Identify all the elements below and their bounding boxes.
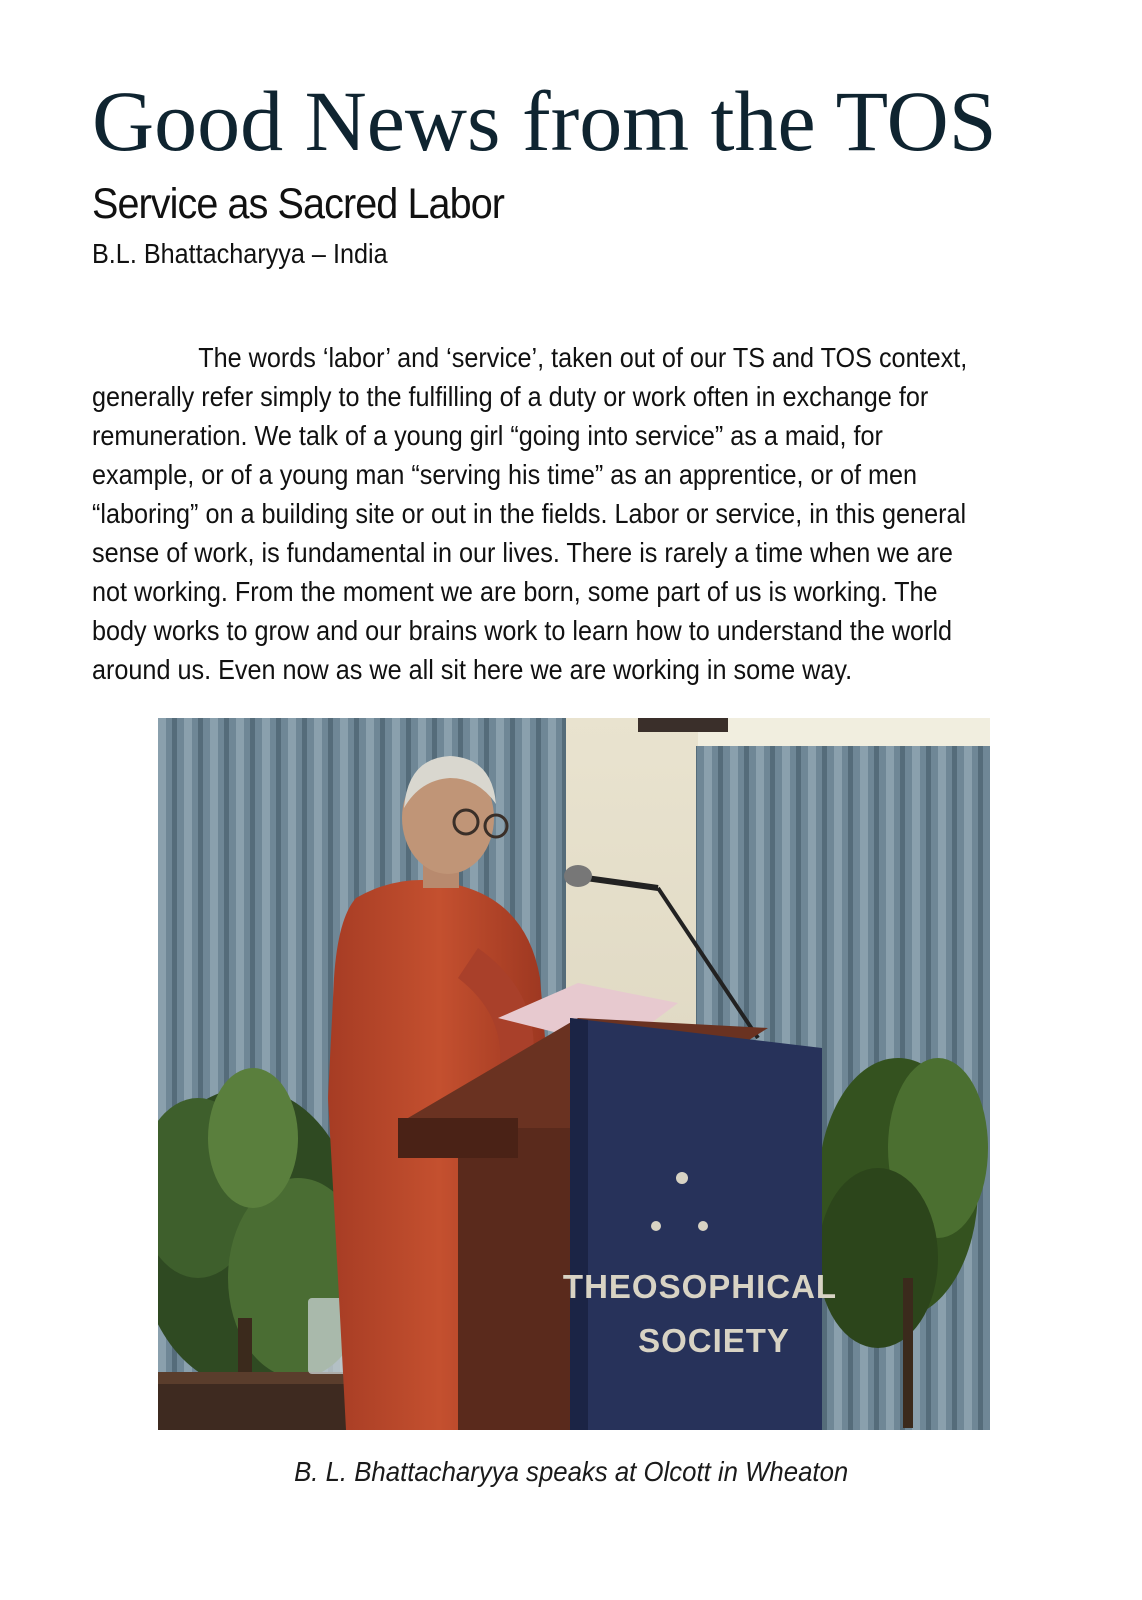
page-title: Good News from the TOS (92, 73, 997, 169)
article-byline: B.L. Bhattacharyya – India (92, 238, 388, 269)
body-line: generally refer simply to the fulfilling of a duty or work often in exchange for (92, 381, 929, 412)
body-line: example, or of a young man “serving his time” as an apprentice, or of men (92, 459, 918, 490)
podium-text-line: THEOSOPHICAL (562, 1268, 838, 1305)
body-line: remuneration. We talk of a young girl “going into service” as a maid, for (92, 420, 883, 451)
body-line: not working. From the moment we are born, some part of us is working. The (92, 576, 938, 607)
podium-text-line: SOCIETY (638, 1322, 790, 1359)
photo-caption-text: B. L. Bhattacharyya speaks at Olcott in Wheaton (293, 1456, 849, 1487)
photo-caption (0, 1458, 1142, 1486)
emblem-dot (698, 1221, 708, 1231)
body-line: “laboring” on a building site or out in the fields. Labor or service, in this general (92, 498, 967, 529)
emblem-dot (676, 1172, 688, 1184)
article-body (92, 338, 1028, 689)
emblem-dot (651, 1221, 661, 1231)
body-line: around us. Even now as we all sit here we are working in some way. (92, 654, 853, 685)
article-title: Service as Sacred Labor (92, 180, 505, 228)
body-line: sense of work, is fundamental in our lives. There is rarely a time when we are (92, 537, 953, 568)
speaker-photo (158, 718, 990, 1430)
body-line: The words ‘labor’ and ‘service’, taken out of our TS and TOS context, (198, 342, 968, 373)
podium-banner (563, 1018, 837, 1430)
body-line: body works to grow and our brains work to learn how to understand the world (92, 615, 953, 646)
